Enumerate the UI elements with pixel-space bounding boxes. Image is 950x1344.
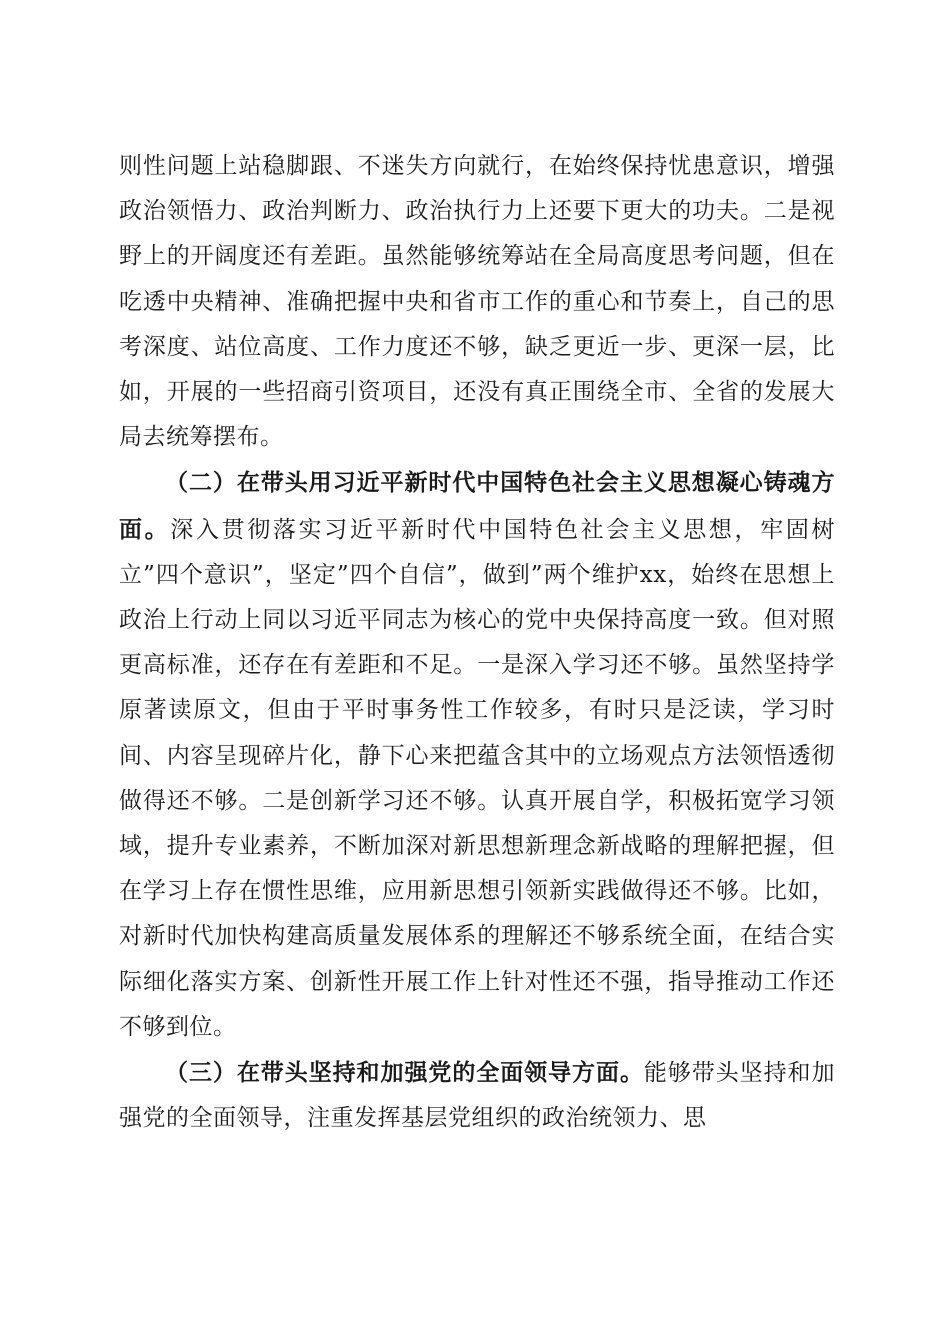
paragraph-text: 则性问题上站稳脚跟、不迷失方向就行，在始终保持忧患意识，增强政治领悟力、政治判断力、政治执行力上还要下更大的功夫。二是视野上的开阔度还有差距。虽然能够统筹站在全局高度思考问题，但在吃透中央精神、准确把握中央和省市工作的重心和节奏上，自己的思考深度、站位高度、工作力度还不够，缺乏更近一步、更深一层，比如，开展的一些招商引资项目，还没有真正围绕全市、全省的发展大局去统筹摆布。 [119,153,835,451]
paragraph-text: 能够带头坚持和加强党的全面领导，注重发挥基层党组织的政治统领力、思 [119,1060,836,1132]
paragraph-section-2 [119,460,835,1050]
paragraph-continuation [119,144,835,460]
paragraph-text: 深入贯彻落实习近平新时代中国特色社会主义思想，牢固树立”四个意识”，坚定”四个自信”，做到”两个维护xx，始终在思想上政治上行动上同以习近平同志为核心的党中央保持高度一致。但对照更高标准，还存在有差距和不足。一是深入学习还不够。虽然坚持学原著读原文，但由于平时事务性工作较多，有时只是泛读，学习时间、内容呈现碎片化，静下心来把蕴含其中的立场观点方法领悟透彻做得还不够。二是创新学习还不够。认真开展自学，积极拓宽学习领域，提升专业素养，不断加深对新思想新理念新战略的理解把握，但在学习上存在惯性思维，应用新思想引领新实践做得还不够。比如，对新时代加快构建高质量发展体系的理解还不够系统全面，在结合实际细化落实方案、创新性开展工作上针对性还不强，指导推动工作还不够到位。 [119,516,836,1040]
section-heading: （三）在带头坚持和加强党的全面领导方面。 [165,1059,644,1087]
section-heading: （二）在带头用习近平新时代中国特色社会主义思想凝心铸魂方面。 [119,469,835,543]
document-page [119,144,835,1141]
paragraph-section-3 [119,1050,835,1141]
